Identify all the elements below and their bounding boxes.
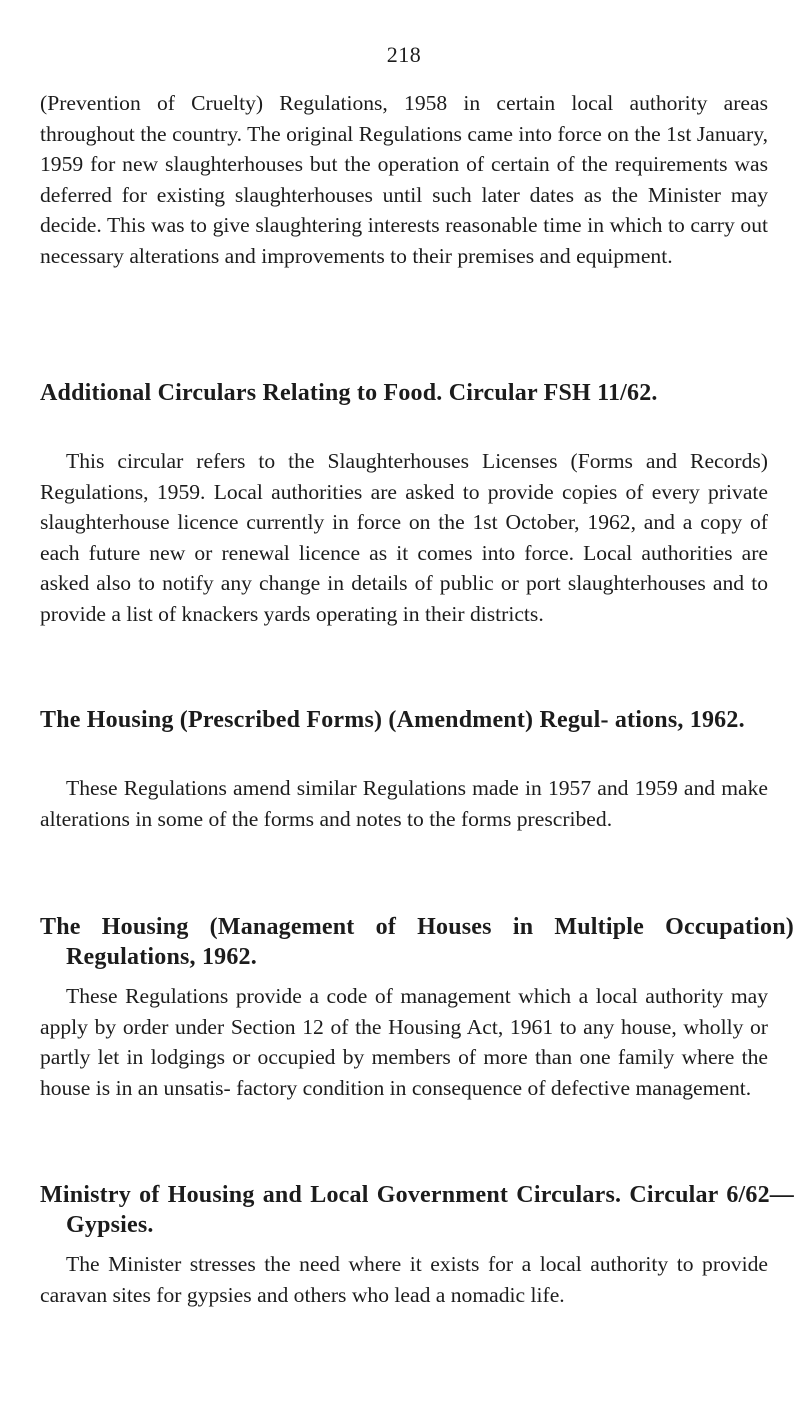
intro-paragraph: (Prevention of Cruelty) Regulations, 1958 in certain local authority areas throughout the country. The original Regulations came into force on the 1st January, 1959 for new slaughterhouses but the operation of certain of the requirements was deferred for existing slaughterhouses until such later dates as the Minister may decide. This was to give slaughtering interests reasonable time in which to carry out necessary alterations and improvements to their premises and equipment.	[40, 91, 768, 268]
section-heading-multiple-occupation: The Housing (Management of Houses in Multiple Occupation) Regulations, 1962.	[40, 914, 794, 970]
page-number: 218	[386, 42, 422, 67]
section-heading-food-circulars: Additional Circulars Relating to Food. Circular FSH 11/62.	[40, 380, 658, 406]
section-body-prescribed-forms: These Regulations amend similar Regulations made in 1957 and 1959 and make alterations in some of the forms and notes to the forms prescribed.	[40, 776, 768, 831]
section-heading-ministry-circulars: Ministry of Housing and Local Government Circulars. Circular 6/62—Gypsies.	[40, 1182, 794, 1238]
section-body-multiple-occupation: These Regulations provide a code of management which a local authority may apply by order under Section 12 of the Housing Act, 1961 to any house, wholly or partly let in lodgings or occupied by members of more than one family where the house is in an unsatis- factory condition in consequence of defective management.	[40, 984, 768, 1100]
section-body-ministry-circulars: The Minister stresses the need where it exists for a local authority to provide caravan sites for gypsies and others who lead a nomadic life.	[40, 1252, 768, 1307]
section-heading-prescribed-forms: The Housing (Prescribed Forms) (Amendment) Regul- ations, 1962.	[40, 707, 745, 733]
section-body-food-circulars: This circular refers to the Slaughterhouses Licenses (Forms and Records) Regulations, 1959. Local authorities are asked to provide copies of every private slaughterhouse licence currently in force on the 1st October, 1962, and a copy of each future new or renewal licence as it comes into force. Local authorities are asked also to notify any change in details of public or port slaughterhouses and to provide a list of knackers yards operating in their districts.	[40, 449, 768, 626]
